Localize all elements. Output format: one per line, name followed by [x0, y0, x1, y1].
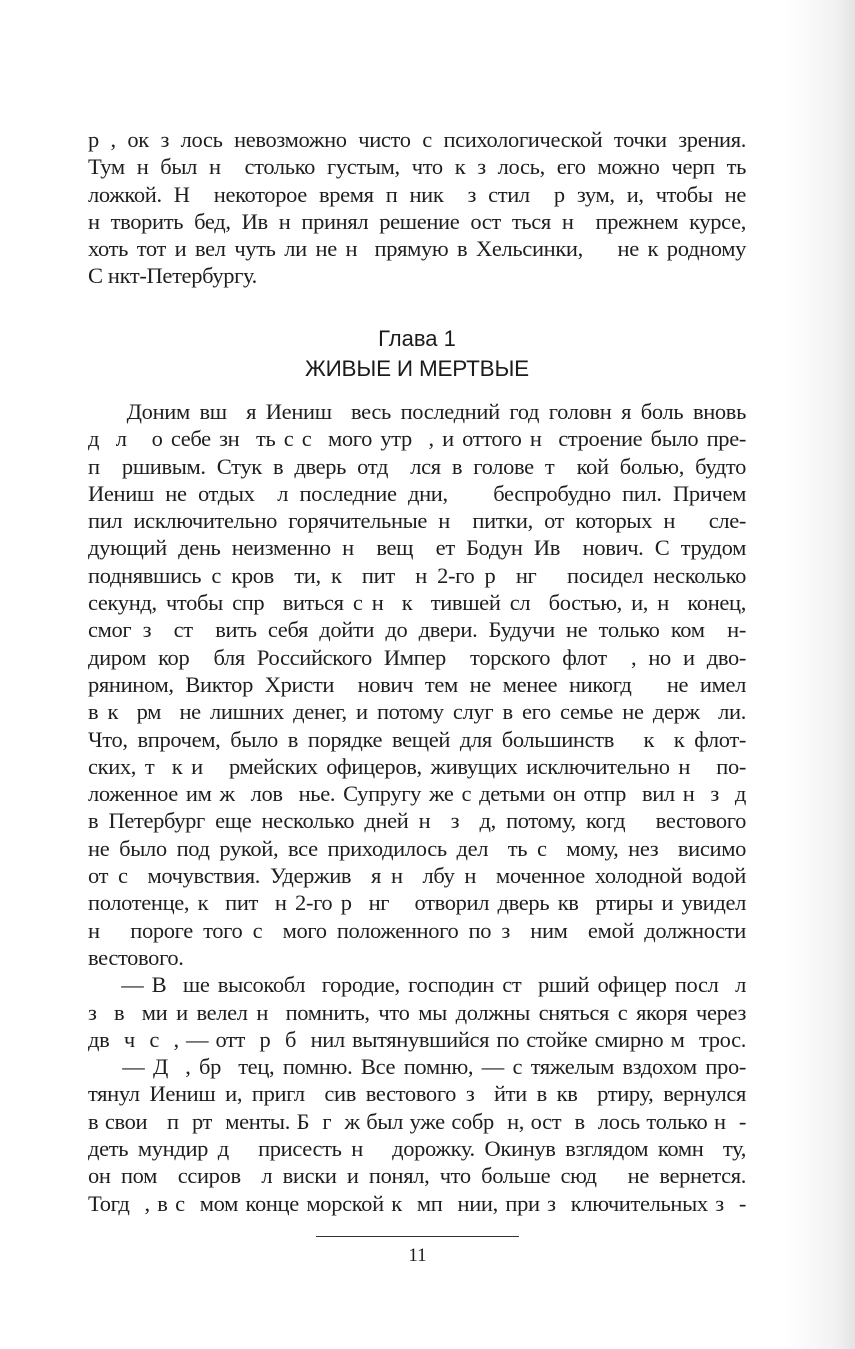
text-line: дующий день неизменно н вещ ет Бодун Ив нович. С трудом: [88, 535, 746, 561]
text-line: д л о себе зн ть с с мого утр , и оттого н строение было пре-: [88, 426, 746, 452]
text-line: диром кор бля Российского Импер торского флот , но и дво-: [88, 644, 746, 670]
text-line: Тум н был н столько густым, что к з лось, его можно черп ть: [88, 154, 746, 180]
text-line: тянул Иениш и, пригл сив вестового з йти в кв ртиру, вернулся: [88, 1081, 746, 1107]
text-line: в свои п рт менты. Б г ж был уже собр н, ост в лось только н -: [88, 1108, 746, 1134]
text-line: деть мундир д присесть н дорожку. Окинув взглядом комн ту,: [88, 1136, 746, 1162]
text-line: в к рм не лишних денег, и потому слуг в его семье не держ ли.: [88, 699, 746, 725]
text-line: Доним вш я Иениш весь последний год головн я боль вновь: [88, 399, 746, 424]
text-line: поднявшись с кров ти, к пит н 2-го р нг посидел несколько: [88, 562, 746, 588]
intro-paragraph: [88, 126, 746, 290]
text-line: хоть тот и вел чуть ли не н прямую в Хельсинки, не к родному: [88, 236, 746, 262]
text-line: дв ч с , — отт р б нил вытянувшийся по стойке смирно м трос.: [88, 1026, 746, 1052]
page-edge-shadow: [785, 0, 855, 1349]
text-line: ложенное им ж лов нье. Супругу же с детьми он отпр вил н з д: [88, 781, 746, 807]
text-line: в Петербург еще несколько дней н з д, потому, когд вестового: [88, 808, 746, 834]
text-line: пил исключительно горячительные н питки, от которых н сле-: [88, 508, 746, 534]
text-line: Тогд , в с мом конце морской к мп нии, при з ключительных з -: [88, 1190, 746, 1216]
text-line: не было под рукой, все приходилось дел ть с мому, нез висимо: [88, 835, 746, 861]
text-line: он пом ссиров л виски и понял, что больше сюд не вернется.: [88, 1163, 746, 1189]
text-line: з в ми и велел н помнить, что мы должны сняться с якоря через: [88, 999, 746, 1025]
chapter-body: [88, 398, 746, 1217]
footer-divider: [316, 1236, 519, 1237]
text-line: рянином, Виктор Христи нович тем не менее никогд не имел: [88, 671, 746, 697]
chapter-title: ЖИВЫЕ И МЕРТВЫЕ: [305, 356, 529, 381]
text-line: ских, т к и рмейских офицеров, живущих исключительно н по-: [88, 753, 746, 779]
text-line: р , ок з лось невозможно чисто с психологической точки зрения.: [88, 127, 746, 152]
text-line: от с мочувствия. Удержив я н лбу н моченное холодной водой: [88, 863, 746, 889]
text-line: н творить бед, Ив н принял решение ост ться н прежнем курсе,: [88, 208, 746, 234]
text-line: — Д , бр тец, помню. Все помню, — с тяжелым вздохом про-: [88, 1054, 746, 1080]
chapter-number: Глава 1: [378, 326, 456, 351]
text-line: — В ше высокобл городие, господин ст рший офицер посл л: [88, 972, 746, 998]
text-line: секунд, чтобы спр виться с н к тившей сл бостью, и, н конец,: [88, 590, 746, 616]
page-number: 11: [408, 1245, 427, 1266]
text-line: Что, впрочем, было в порядке вещей для большинств к к флот-: [88, 726, 746, 752]
text-line: С нкт-Петербургу.: [88, 263, 257, 289]
text-line: ложкой. Н некоторое время п ник з стил р зум, и, чтобы не: [88, 181, 746, 207]
text-line: смог з ст вить себя дойти до двери. Будучи не только ком н-: [88, 617, 746, 643]
text-line: п ршивым. Стук в дверь отд лся в голове т кой болью, будто: [88, 453, 746, 479]
text-line: Иениш не отдых л последние дни, беспробудно пил. Причем: [88, 480, 746, 506]
text-line: вестового.: [88, 944, 184, 970]
text-line: н пороге того с мого положенного по з ним емой должности: [88, 917, 746, 943]
text-line: полотенце, к пит н 2-го р нг отворил дверь кв ртиры и увидел: [88, 890, 746, 916]
